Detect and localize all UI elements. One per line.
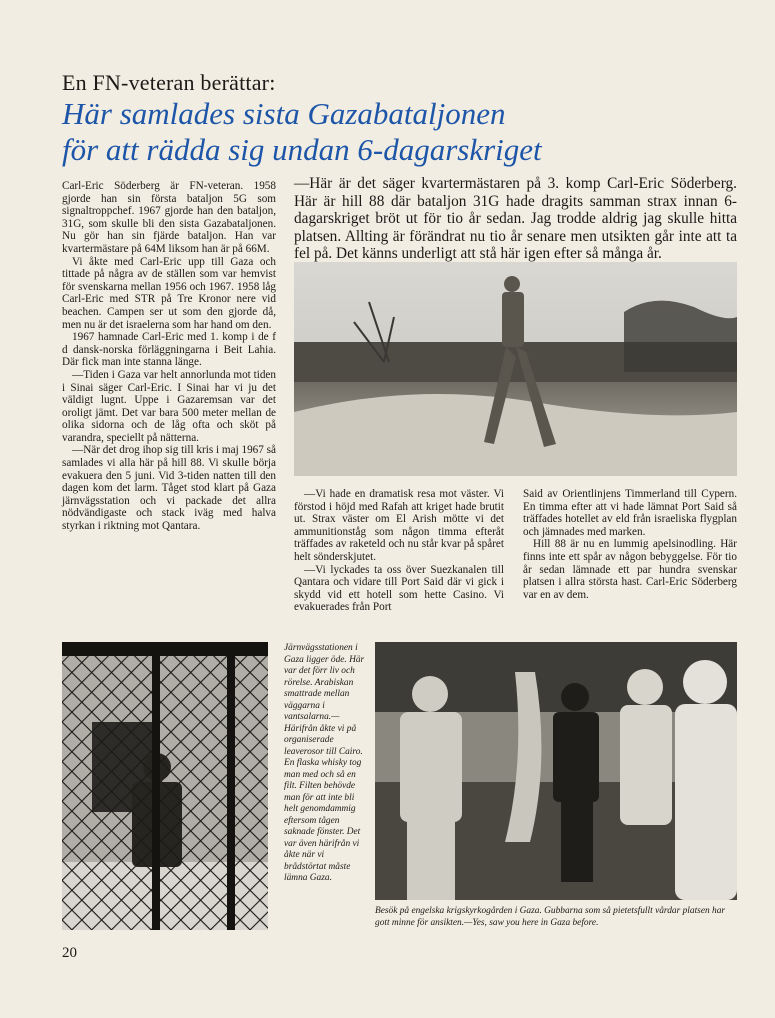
page-number: 20 [62,945,77,961]
headline-line-1: Här samlades sista Gazabataljonen [62,96,506,131]
paragraph: Said av Orientlinjens Timmerland till Cypern. En timma efter att vi hade lämnat Port Said så träffades hotellet av eld från israeliska flygplan och jämnades med marken. [523,488,737,538]
article-kicker: En FN-veteran berättar: [62,70,276,95]
photo-war-cemetery [375,642,737,900]
photo-soldier-walking [294,262,737,476]
caption-war-cemetery: Besök på engelska krigskyrkogården i Gaza. Gubbarna som så pietetsfullt vårdar platsen har gott minne för ansikten.—Yes, saw you here in Gaza before. [375,906,726,928]
photo-railway-station [62,642,268,930]
paragraph: Hill 88 är nu en lummig apelsinodling. Här finns inte ett spår av någon bebyggelse. För tio år sedan lämnade ett par hundra svenskar platsen i allra största hast. Carl-Eric Söderberg var en av dem. [523,538,737,601]
caption-railway-station: Järnvägsstationen i Gaza ligger öde. Här var det förr liv och rörelse. Arabiskan smattrade mellan väggarna i vantsalarna.—Härifrån åkte vi på organiserade leaverosor till Cairo. En flaska whisky tog man med och så en filt. Filten behövde man för att inte bli helt genomdammig eftersom tågen saknade fönster. Det var även härifrån vi åkte när vi brådstörtat måste lämna Gaza. [284,643,365,883]
paragraph: —Här är det säger kvartermästaren på 3. komp Carl-Eric Söderberg. Här är hill 88 där bataljon 31G hade dragits samman strax innan 6-dagarskriget bröt ut för tio år sedan. Jag trodde aldrig jag skulle hitta platsen. Allting är förändrat nu tio år senare men utsikten går inte att ta fel på. Det känns underligt att stå här igen efter så många år. [294,175,737,263]
paragraph: —När det drog ihop sig till kris i maj 1967 så samlades vi alla här på hill 88. Vi skulle börja evakuera den 5 juni. Vid 3-tiden natten till den dagen kom det larm. Tåget stod klart på Gaza järnvägsstation och vi packade det allra nödvändigaste och stack iväg med halva styrkan i riktning mot Qantara. [62,444,276,533]
body-column-left [62,180,276,533]
article-headline [62,96,752,168]
paragraph: —Vi hade en dramatisk resa mot väster. Vi förstod i höjd med Rafah att kriget hade brutit ut. Strax väster om El Arish mötte vi det ammunitionståg som någon timma efteråt träffades av raketeld och nu står kvar på spåret helt sönderskjutet. [294,488,504,563]
headline-line-2: för att rädda sig undan 6-dagarskriget [62,132,542,167]
paragraph: Vi åkte med Carl-Eric upp till Gaza och tittade på några av de ställen som var hemvist för svenskarna mellan 1956 och 1967. 1958 låg Carl-Eric med STR på Tre Kronor nere vid beachen. Campen ser ut som den gjorde då, men nu är det israelerna som har hand om den. [62,255,276,331]
body-column-right [523,488,737,601]
paragraph: Carl-Eric Söderberg är FN-veteran. 1958 gjorde han sin första bataljon 5G som signaltroppchef. 1967 gjorde han den bataljon, 31G, som skulle bli den sista Gazabataljonen. Nu gör han sin fjärde bataljon. Han var kvartermästare på 64M liksom han är på 66M. [62,180,276,255]
paragraph: —Vi lyckades ta oss över Suezkanalen till Qantara och vidare till Port Said där vi gick i skydd vid ett hotell som hette Casino. Vi evakuerades från Port [294,563,504,614]
body-column-middle [294,488,504,614]
paragraph: —Tiden i Gaza var helt annorlunda mot tiden i Sinai säger Carl-Eric. I Sinai har vi ju det väldigt lugnt. Uppe i Gazaremsan var det oroligt jämt. Det var bara 500 meter mellan de olika sidorna och de låg ofta och sköt på varandra, speciellt på nätterna. [62,368,276,444]
paragraph: 1967 hamnade Carl-Eric med 1. komp i de f d dansk-norska förläggningarna i Beit Lahia. Där fick man inte stanna länge. [62,331,276,369]
intro-quote [294,175,737,263]
